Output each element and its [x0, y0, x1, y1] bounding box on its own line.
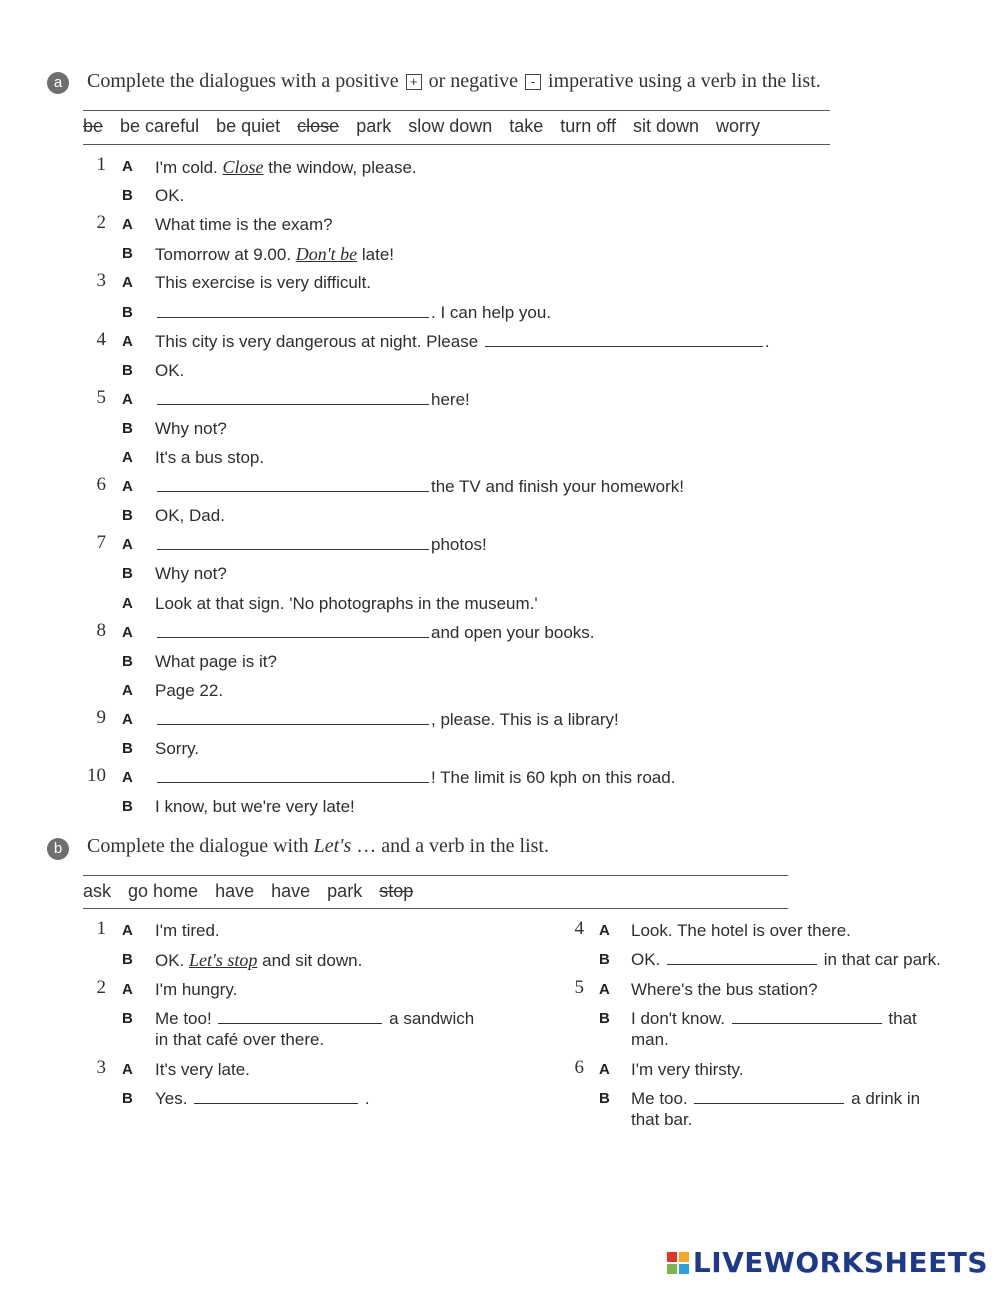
dialogue-line [155, 504, 225, 528]
speaker-label: A [122, 332, 133, 350]
word-list-item: have [271, 881, 311, 901]
line-text: Look at that sign. 'No photographs in the museum.' [155, 593, 538, 613]
speaker-label: B [122, 303, 133, 321]
item-number: 1 [96, 154, 106, 175]
line-text: , please. This is a library! [431, 709, 619, 729]
speaker-label: B [122, 740, 133, 757]
word-list-item: stop [379, 881, 414, 901]
speaker-label: B [122, 419, 133, 437]
answer-blank[interactable] [485, 330, 763, 347]
word-list-b-top-rule [83, 875, 788, 876]
line-text: Tomorrow at 9.00. [155, 245, 296, 265]
line-text: here! [431, 389, 470, 409]
speaker-label: A [122, 536, 133, 554]
line-text: Me too. [631, 1089, 693, 1108]
speaker-label: B [122, 798, 133, 816]
speaker-label: A [122, 1061, 133, 1078]
word-list-item: ask [83, 881, 112, 901]
dialogue-line [155, 301, 551, 325]
instruction-text-1: Complete the dialogues with a positive [87, 70, 399, 92]
line-text: OK. [155, 186, 185, 206]
line-text: OK. [155, 951, 190, 970]
dialogue-line [155, 184, 184, 208]
instruction-b-text-1: Complete the dialogue with [87, 835, 309, 857]
dialogue-line [155, 621, 595, 645]
line-text: that [883, 1009, 917, 1028]
item-number: 4 [96, 328, 106, 350]
speaker-label: B [122, 951, 133, 968]
word-list-item: worry [716, 116, 761, 136]
minus-box-icon: - [525, 74, 541, 90]
item-number: 4 [574, 918, 584, 939]
dialogue-line [631, 1007, 917, 1031]
dialogue-line [155, 213, 333, 237]
speaker-label: B [122, 245, 133, 263]
word-list-item: be [83, 116, 104, 136]
speaker-label: A [122, 274, 133, 292]
line-text: and open your books. [431, 622, 595, 642]
word-list-a-top-rule [83, 110, 830, 111]
answer-blank[interactable] [694, 1087, 844, 1104]
line-text: in that car park. [819, 950, 941, 969]
section-b-instruction [87, 835, 549, 858]
dialogue-line [155, 708, 619, 732]
word-list-a [83, 116, 777, 137]
dialogue-line [155, 592, 538, 616]
logo-text: LIVEWORKSHEETS [692, 1246, 988, 1279]
word-list-item: take [509, 116, 544, 136]
answer-blank[interactable] [157, 708, 429, 725]
answer-blank[interactable] [732, 1007, 882, 1024]
line-text: Me too! [155, 1009, 217, 1028]
item-number: 10 [87, 765, 106, 787]
plus-box-icon: + [406, 74, 422, 90]
logo-block [667, 1264, 677, 1274]
answer-blank[interactable] [667, 948, 817, 965]
item-number: 6 [574, 1057, 584, 1078]
speaker-label: A [122, 594, 133, 612]
answer-blank[interactable] [157, 301, 429, 318]
answer-blank[interactable] [157, 533, 429, 550]
dialogue-line [155, 242, 394, 266]
word-list-item: slow down [408, 116, 493, 136]
dialogue-line [155, 475, 684, 499]
item-number: 2 [96, 212, 106, 234]
line-text: Sorry. [155, 739, 200, 758]
speaker-label: B [122, 565, 133, 583]
section-b-badge: b [47, 838, 69, 860]
speaker-label: A [122, 390, 133, 408]
line-text: Why not? [155, 418, 227, 438]
line-text: Yes. [155, 1089, 193, 1108]
answer-blank[interactable] [157, 621, 429, 638]
speaker-label: A [122, 769, 133, 787]
speaker-label: A [599, 1061, 610, 1078]
line-text: Page 22. [155, 680, 224, 700]
dialogue-line [155, 1087, 370, 1111]
logo-block [679, 1252, 689, 1262]
speaker-label: A [122, 710, 133, 728]
word-list-item: park [327, 881, 363, 901]
word-list-item: turn off [560, 116, 616, 136]
dialogue-line [155, 271, 371, 295]
item-number: 3 [96, 270, 106, 292]
speaker-label: B [122, 1090, 133, 1107]
section-a-instruction [87, 70, 821, 93]
logo-blocks-icon [667, 1252, 689, 1274]
example-answer: Let's stop [189, 950, 258, 970]
instruction-b-text-2: … and a verb in the list. [356, 835, 549, 857]
item-number: 3 [96, 1057, 106, 1078]
section-a-badge: a [47, 72, 69, 94]
item-number: 1 [96, 918, 106, 939]
speaker-label: A [122, 623, 133, 641]
line-text: a drink in [846, 1089, 921, 1108]
answer-blank[interactable] [157, 388, 429, 405]
dialogue-line [155, 948, 362, 972]
dialogue-line [155, 533, 487, 557]
item-number: 5 [96, 386, 106, 408]
word-list-item: close [297, 116, 340, 136]
dialogue-line [155, 155, 417, 179]
item-number: 8 [96, 619, 106, 641]
speaker-label: B [599, 1090, 610, 1107]
line-text: What page is it? [155, 651, 277, 671]
instruction-text-3: imperative using a verb in the list. [548, 70, 821, 92]
dialogue-line [155, 359, 184, 383]
line-text: I know, but we're very late! [155, 797, 355, 817]
dialogue-line [155, 562, 227, 586]
line-text: photos! [431, 535, 487, 555]
line-text: the window, please. [268, 158, 417, 177]
speaker-label: B [122, 1010, 133, 1027]
dialogue-line-cont: in that café over there. [155, 1030, 325, 1049]
speaker-label: A [122, 158, 133, 175]
dialogue-line [155, 330, 770, 354]
speaker-label: A [599, 981, 610, 998]
dialogue-line [155, 650, 277, 674]
line-text: I'm cold. [155, 158, 223, 177]
dialogue-line-cont: that bar. [631, 1110, 693, 1129]
line-text: OK. [155, 360, 185, 380]
dialogue-line: Where's the bus station? [631, 980, 818, 999]
word-list-item: park [356, 116, 392, 136]
answer-blank[interactable] [157, 475, 429, 492]
word-list-item: be quiet [216, 116, 281, 136]
speaker-label: A [122, 449, 133, 466]
answer-blank[interactable] [218, 1007, 382, 1024]
line-text: Why not? [155, 564, 227, 584]
word-list-item: sit down [633, 116, 700, 136]
instruction-text-2: or negative [428, 70, 519, 92]
line-text: This exercise is very difficult. [155, 273, 372, 293]
dialogue-line [155, 795, 355, 819]
example-answer: Close [222, 157, 264, 177]
dialogue-line: I'm very thirsty. [631, 1060, 744, 1079]
dialogue-line: It's very late. [155, 1060, 250, 1079]
dialogue-line [155, 417, 227, 441]
instruction-b-italic: Let's [313, 835, 352, 857]
item-number: 9 [96, 706, 106, 728]
item-number: 2 [96, 977, 106, 998]
speaker-label: A [599, 922, 610, 939]
answer-blank[interactable] [157, 766, 429, 783]
word-list-b-bottom-rule [83, 908, 788, 909]
speaker-label: A [122, 922, 133, 939]
line-text: a sandwich [384, 1009, 475, 1028]
item-number: 6 [96, 474, 106, 496]
line-text: I don't know. [631, 1009, 730, 1028]
logo-block [667, 1252, 677, 1262]
dialogue-line [155, 446, 264, 470]
word-list-item: be careful [120, 116, 200, 136]
dialogue-line: I'm tired. [155, 921, 220, 940]
speaker-label: B [599, 951, 610, 968]
line-text: OK, Dad. [155, 506, 225, 526]
word-list-b [83, 881, 430, 902]
line-text: This city is very dangerous at night. Please [155, 331, 483, 351]
dialogue-line [155, 737, 199, 761]
example-answer: Don't be [295, 244, 358, 265]
speaker-label: A [122, 216, 133, 234]
word-list-item: have [215, 881, 255, 901]
liveworksheets-logo [667, 1246, 988, 1279]
line-text: late! [361, 245, 394, 265]
word-list-item: go home [128, 881, 199, 901]
item-number: 5 [574, 977, 584, 998]
line-text: and sit down. [262, 951, 363, 970]
dialogue-line [155, 766, 675, 790]
logo-block [679, 1264, 689, 1274]
dialogue-line-cont: man. [631, 1030, 669, 1049]
speaker-label: A [122, 981, 133, 998]
speaker-label: A [122, 681, 133, 699]
line-text: . [360, 1089, 370, 1108]
line-text: It's a bus stop. [155, 448, 265, 467]
line-text: What time is the exam? [155, 215, 333, 235]
line-text: . I can help you. [431, 302, 552, 322]
dialogue-line [155, 679, 223, 703]
speaker-label: A [122, 478, 133, 496]
speaker-label: B [122, 361, 133, 379]
speaker-label: B [122, 187, 133, 205]
line-text: the TV and finish your homework! [431, 477, 684, 497]
speaker-label: B [122, 507, 133, 525]
line-text: OK. [631, 950, 666, 969]
dialogue-line: I'm hungry. [155, 980, 238, 999]
speaker-label: B [122, 652, 133, 670]
line-text: ! The limit is 60 kph on this road. [431, 768, 676, 788]
dialogue-line [631, 948, 941, 972]
dialogue-line: Look. The hotel is over there. [631, 921, 851, 940]
word-list-a-bottom-rule [83, 144, 830, 145]
answer-blank[interactable] [194, 1087, 358, 1104]
line-text: . [764, 331, 770, 351]
speaker-label: B [599, 1010, 610, 1027]
dialogue-line [155, 388, 470, 412]
item-number: 7 [96, 532, 106, 554]
